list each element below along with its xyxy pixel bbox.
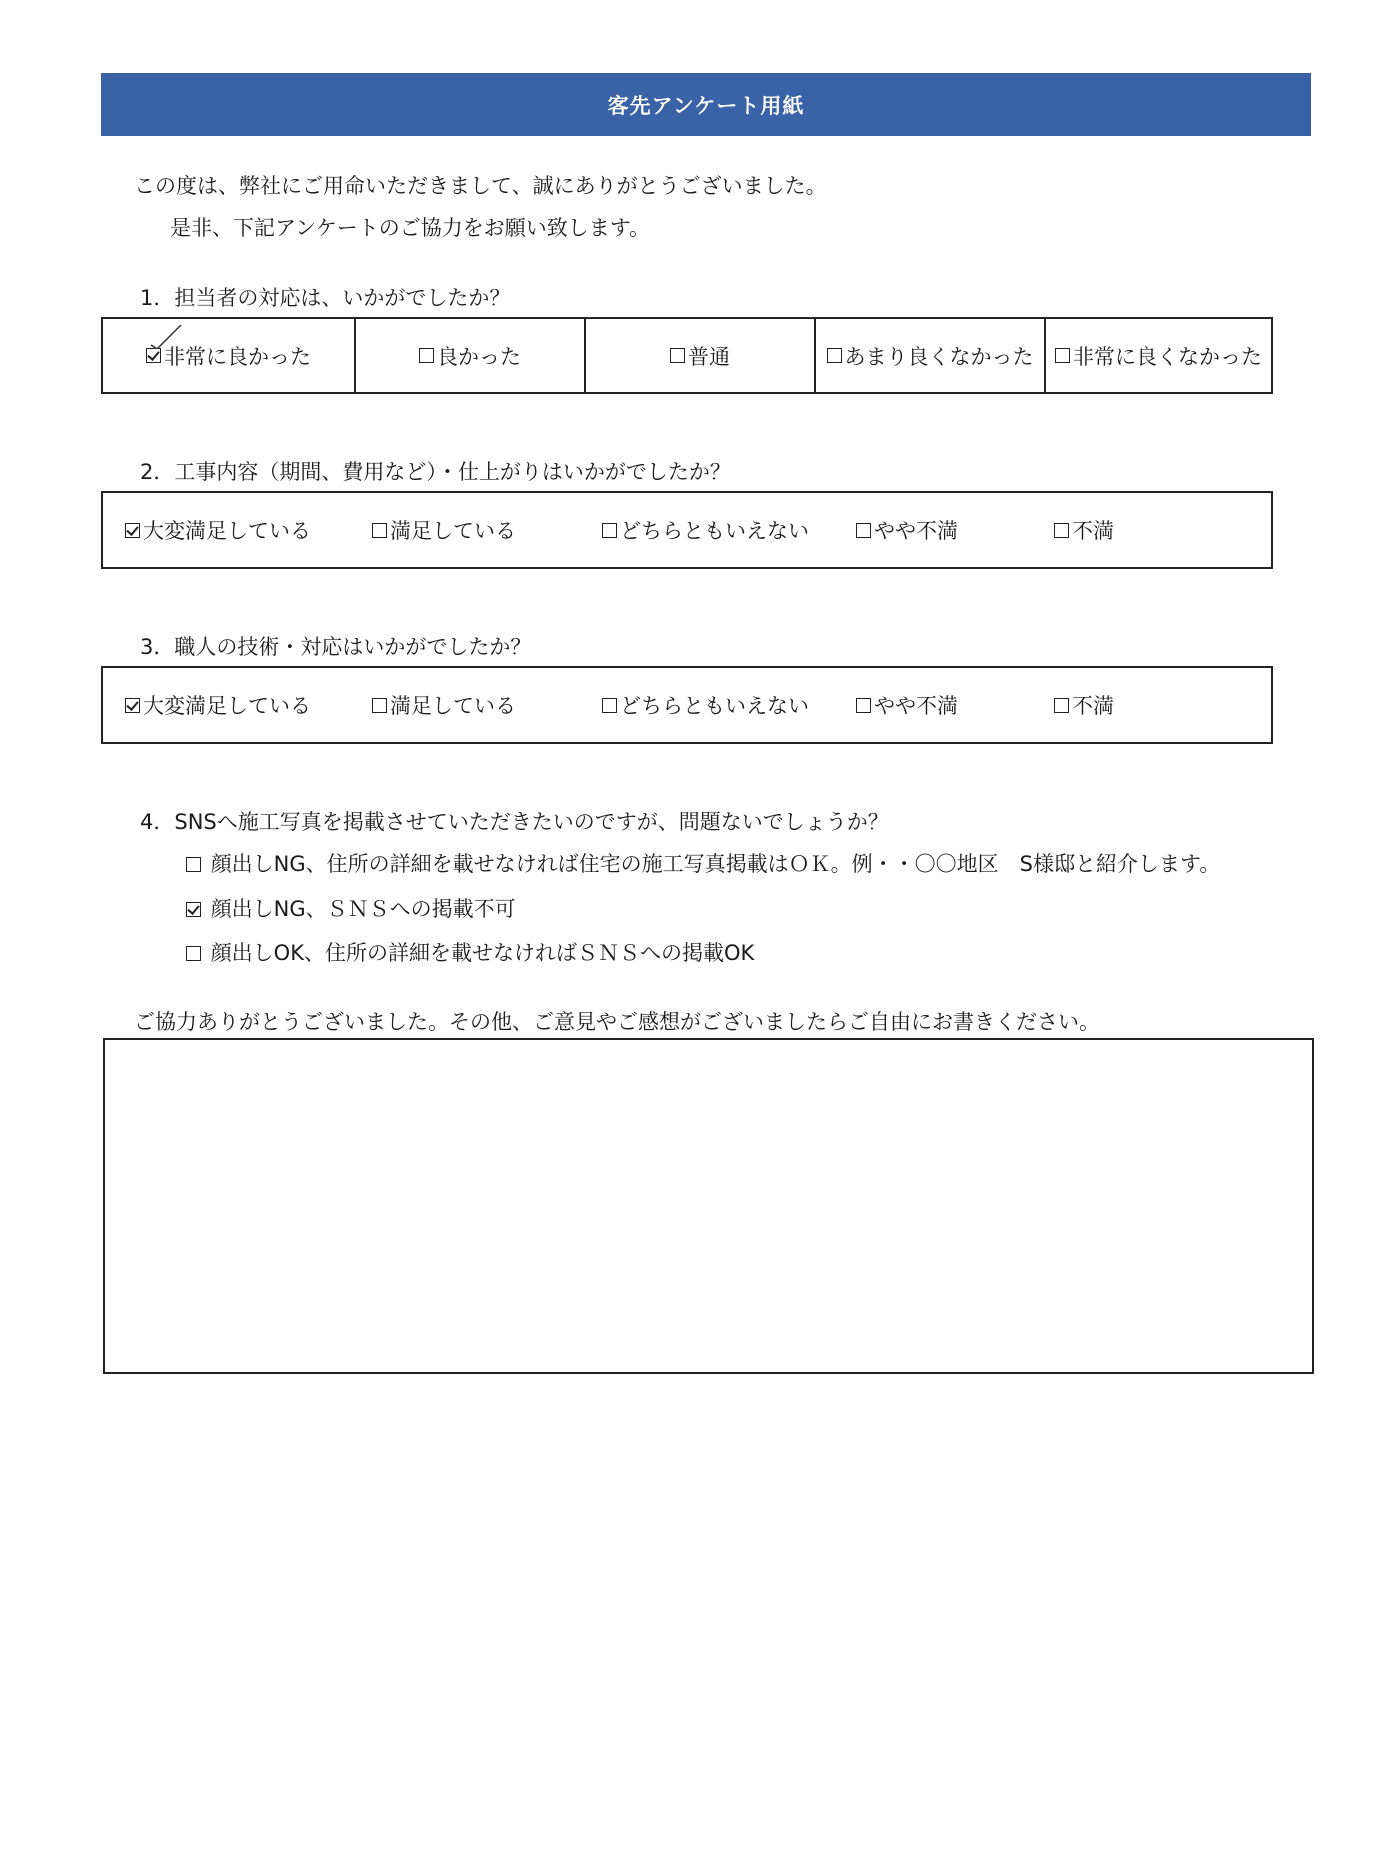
- question-1: 1．担当者の対応は、いかがでしたか？: [140, 286, 511, 310]
- q4-option-label: 顔出しOK、住所の詳細を載せなければＳＮＳへの掲載OK: [210, 941, 755, 965]
- comment-prompt: ご協力ありがとうございました。その他、ご意見やご感想がございましたらご自由にお書きください。: [134, 1010, 1100, 1034]
- checkbox-icon[interactable]: [1054, 523, 1069, 538]
- question-4: 4．SNSへ施工写真を掲載させていただきたいのですが、問題ないでしょうか？: [140, 810, 889, 834]
- q2-option-1[interactable]: [125, 493, 311, 567]
- checkbox-icon[interactable]: [856, 698, 871, 713]
- checkbox-icon[interactable]: [372, 698, 387, 713]
- q2-options: [101, 491, 1273, 569]
- q2-option-label: 大変満足している: [143, 519, 311, 543]
- q1-option-5[interactable]: [1046, 319, 1271, 392]
- checkbox-icon[interactable]: [1055, 348, 1070, 363]
- intro-line-1: この度は、弊社にご用命いただきまして、誠にありがとうございました。: [134, 174, 827, 198]
- question-2: 2．工事内容（期間、費用など）・仕上がりはいかがでしたか？: [140, 460, 731, 484]
- q1-option-label: 非常に良かった: [164, 344, 311, 369]
- q2-option-4[interactable]: [856, 493, 958, 567]
- q4-option-3[interactable]: [186, 937, 754, 967]
- q1-option-label: 普通: [688, 344, 730, 369]
- question-3: 3．職人の技術・対応はいかがでしたか？: [140, 635, 532, 659]
- checkbox-icon[interactable]: [186, 857, 201, 872]
- q1-options: [101, 317, 1273, 394]
- q1-option-label: あまり良くなかった: [844, 344, 1034, 369]
- q3-option-label: やや不満: [874, 694, 958, 718]
- q2-option-label: 不満: [1072, 519, 1114, 543]
- q4-option-1[interactable]: [186, 848, 1220, 878]
- comment-textarea[interactable]: [103, 1038, 1314, 1374]
- q1-option-2[interactable]: [356, 319, 586, 392]
- q2-option-label: 満足している: [390, 519, 516, 543]
- q3-option-3[interactable]: [602, 668, 809, 742]
- checkbox-icon[interactable]: [602, 698, 617, 713]
- q2-option-label: やや不満: [874, 519, 958, 543]
- checkbox-checked-icon[interactable]: [146, 348, 161, 363]
- form-title: 客先アンケート用紙: [101, 73, 1311, 136]
- checkbox-icon[interactable]: [602, 523, 617, 538]
- q3-option-label: 不満: [1072, 694, 1114, 718]
- q1-option-1[interactable]: [103, 319, 356, 392]
- q4-option-label: 顔出しNG、ＳＮＳへの掲載不可: [210, 897, 516, 921]
- checkbox-checked-icon[interactable]: [125, 523, 140, 538]
- q3-option-2[interactable]: [372, 668, 516, 742]
- q2-option-5[interactable]: [1054, 493, 1114, 567]
- checkbox-icon[interactable]: [419, 348, 434, 363]
- q1-option-4[interactable]: [816, 319, 1046, 392]
- checkbox-checked-icon[interactable]: [186, 902, 201, 917]
- q4-option-label: 顔出しNG、住所の詳細を載せなければ住宅の施工写真掲載はＯＫ。例・・〇〇地区 S様邸と紹介します。: [210, 852, 1221, 876]
- q3-options: [101, 666, 1273, 744]
- q2-option-label: どちらともいえない: [620, 519, 809, 543]
- q1-option-label: 非常に良くなかった: [1073, 344, 1262, 369]
- checkbox-icon[interactable]: [827, 348, 842, 363]
- checkbox-icon[interactable]: [1054, 698, 1069, 713]
- q4-option-2[interactable]: [186, 893, 516, 923]
- q3-option-label: どちらともいえない: [620, 694, 809, 718]
- q1-option-label: 良かった: [437, 344, 521, 369]
- q1-option-3[interactable]: [586, 319, 816, 392]
- q2-option-3[interactable]: [602, 493, 809, 567]
- checkbox-icon[interactable]: [372, 523, 387, 538]
- q3-option-4[interactable]: [856, 668, 958, 742]
- q3-option-1[interactable]: [125, 668, 311, 742]
- q3-option-label: 大変満足している: [143, 694, 311, 718]
- checkbox-icon[interactable]: [186, 946, 201, 961]
- checkbox-icon[interactable]: [670, 348, 685, 363]
- intro-line-2: 是非、下記アンケートのご協力をお願い致します。: [170, 216, 651, 240]
- q3-option-5[interactable]: [1054, 668, 1114, 742]
- checkbox-checked-icon[interactable]: [125, 698, 140, 713]
- q2-option-2[interactable]: [372, 493, 516, 567]
- q3-option-label: 満足している: [390, 694, 516, 718]
- checkbox-icon[interactable]: [856, 523, 871, 538]
